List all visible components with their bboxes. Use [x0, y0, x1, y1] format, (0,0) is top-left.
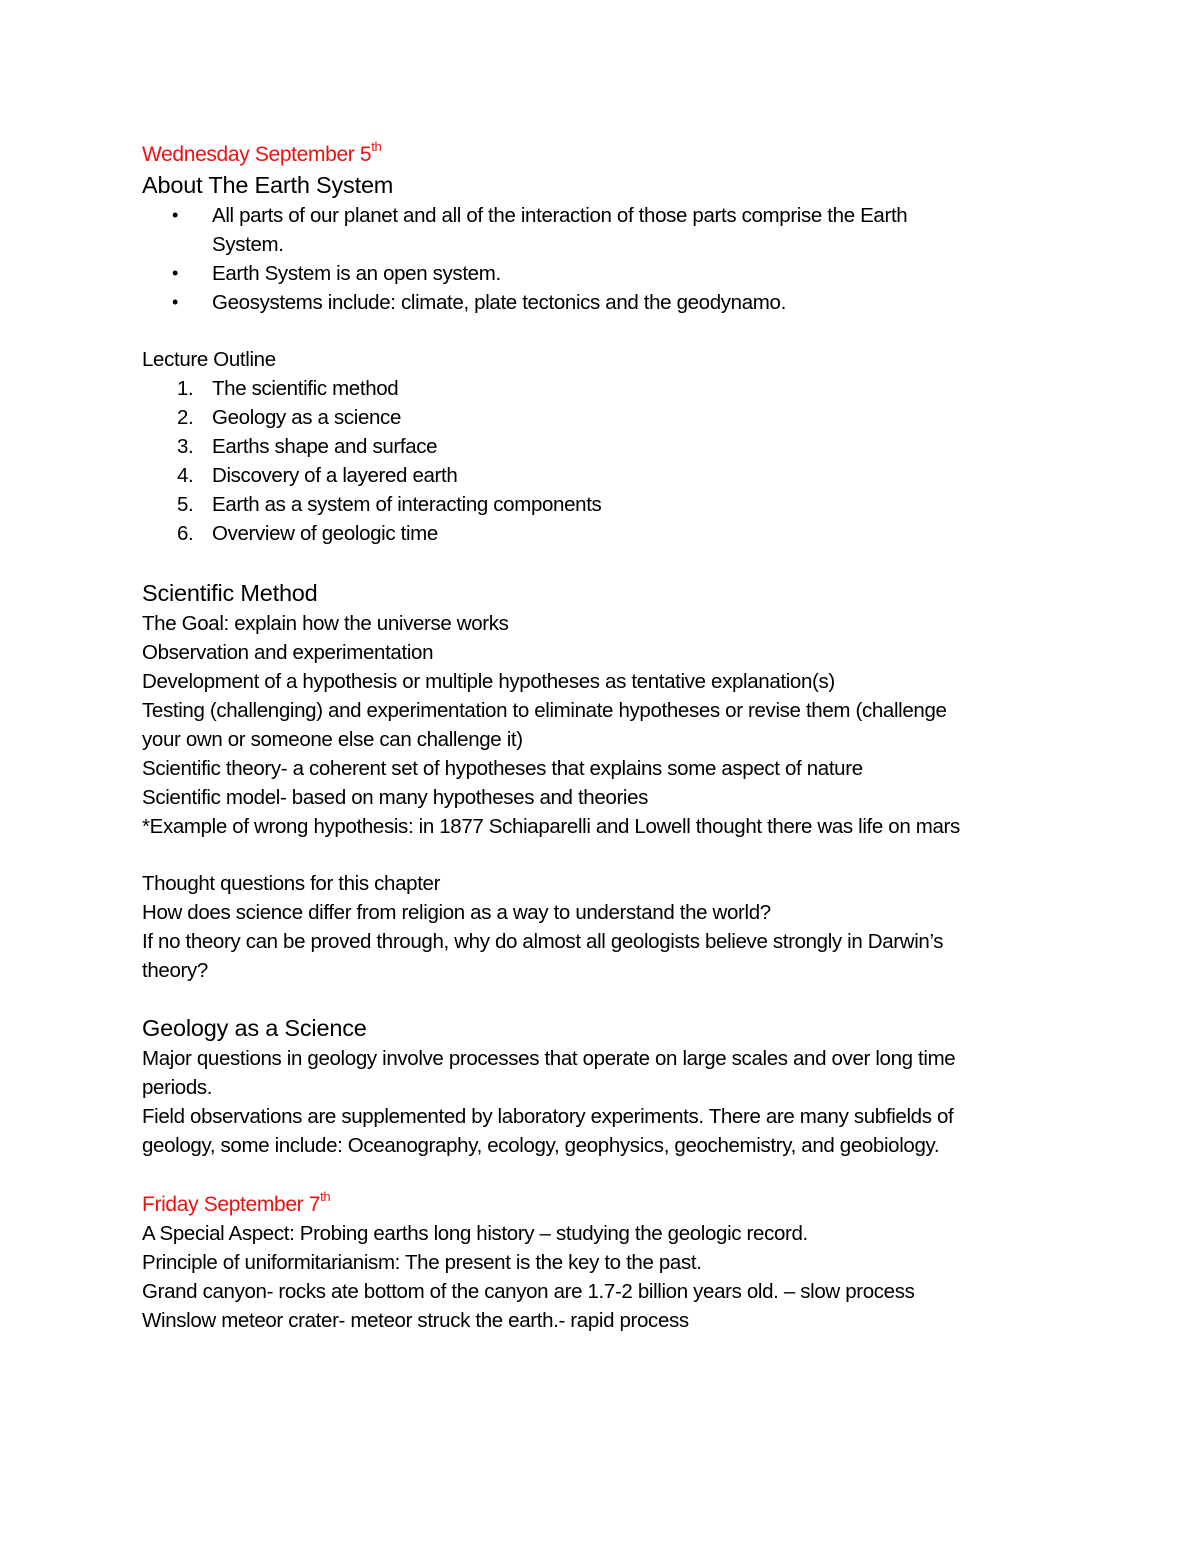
paragraph-line: Principle of uniformitarianism: The present is the key to the past.: [142, 1251, 702, 1274]
thought-questions-title: Thought questions for this chapter: [142, 872, 441, 895]
outline-item: [142, 374, 1052, 403]
paragraph-line: Development of a hypothesis or multiple hypotheses as tentative explanation(s): [142, 670, 835, 693]
paragraph-line: geology, some include: Oceanography, ecology, geophysics, geochemistry, and geobiology.: [142, 1134, 940, 1157]
date-superscript: th: [371, 139, 382, 154]
paragraph-line: How does science differ from religion as a way to understand the world?: [142, 901, 771, 924]
outline-item: [142, 490, 1052, 519]
outline-item: [142, 461, 1052, 490]
bullet-text: All parts of our planet and all of the interaction of those parts comprise the Earth: [212, 204, 908, 227]
paragraph-line: periods.: [142, 1076, 213, 1099]
bullet-item: [142, 201, 1052, 259]
paragraph-line: A Special Aspect: Probing earths long history – studying the geologic record.: [142, 1222, 808, 1245]
outline-item: [142, 403, 1052, 432]
paragraph-line: Field observations are supplemented by laboratory experiments. There are many subfields of: [142, 1105, 954, 1128]
spacer: [142, 985, 1052, 1012]
bullet-icon: •: [172, 292, 178, 312]
outline-text: Earth as a system of interacting components: [212, 493, 602, 516]
outline-text: Geology as a science: [212, 406, 402, 429]
lecture-outline-list: [142, 374, 1052, 548]
spacer: [142, 1160, 1052, 1190]
bullet-icon: •: [172, 205, 178, 225]
outline-item: [142, 519, 1052, 548]
outline-text: Discovery of a layered earth: [212, 464, 458, 487]
outline-number: 5.: [177, 493, 194, 516]
bullet-icon: •: [172, 263, 178, 283]
outline-text: Earths shape and surface: [212, 435, 438, 458]
paragraph-line: your own or someone else can challenge it): [142, 728, 523, 751]
heading-about-earth-system: About The Earth System: [142, 172, 394, 198]
outline-text: The scientific method: [212, 377, 399, 400]
paragraph-line: Grand canyon- rocks ate bottom of the canyon are 1.7-2 billion years old. – slow process: [142, 1280, 915, 1303]
spacer: [142, 548, 1052, 577]
date-text: Wednesday September 5: [142, 143, 372, 166]
bullet-text: Geosystems include: climate, plate tectonics and the geodynamo.: [212, 291, 786, 314]
lecture-outline-title: Lecture Outline: [142, 348, 276, 371]
outline-number: 4.: [177, 464, 194, 487]
paragraph-line: The Goal: explain how the universe works: [142, 612, 509, 635]
heading-geology-as-science: Geology as a Science: [142, 1015, 367, 1041]
date-superscript: th: [320, 1189, 331, 1204]
paragraph-line: *Example of wrong hypothesis: in 1877 Schiaparelli and Lowell thought there was life on mars: [142, 815, 960, 838]
paragraph-line: Testing (challenging) and experimentation to eliminate hypotheses or revise them (challenge: [142, 699, 947, 722]
outline-text: Overview of geologic time: [212, 522, 438, 545]
paragraph-line: Winslow meteor crater- meteor struck the earth.- rapid process: [142, 1309, 689, 1332]
paragraph-line: Scientific model- based on many hypotheses and theories: [142, 786, 649, 809]
paragraph-line: Observation and experimentation: [142, 641, 434, 664]
outline-item: [142, 432, 1052, 461]
date-heading-friday: [142, 1190, 1052, 1219]
bullet-text: Earth System is an open system.: [212, 262, 501, 285]
earth-system-bullet-list: [142, 201, 1052, 317]
outline-number: 6.: [177, 522, 194, 545]
date-heading-wednesday: [142, 140, 1052, 169]
bullet-item: [142, 288, 1052, 317]
outline-number: 1.: [177, 377, 194, 400]
document-page: [142, 140, 1052, 1335]
spacer: [142, 317, 1052, 345]
bullet-item: [142, 259, 1052, 288]
spacer: [142, 841, 1052, 869]
heading-scientific-method: Scientific Method: [142, 580, 318, 606]
paragraph-line: theory?: [142, 959, 208, 982]
bullet-text-continued: System.: [212, 233, 284, 256]
date-text: Friday September 7: [142, 1193, 321, 1216]
paragraph-line: Major questions in geology involve processes that operate on large scales and over long time: [142, 1047, 956, 1070]
paragraph-line: If no theory can be proved through, why do almost all geologists believe strongly in Darwin’s: [142, 930, 944, 953]
outline-number: 2.: [177, 406, 194, 429]
outline-number: 3.: [177, 435, 194, 458]
paragraph-line: Scientific theory- a coherent set of hypotheses that explains some aspect of nature: [142, 757, 863, 780]
